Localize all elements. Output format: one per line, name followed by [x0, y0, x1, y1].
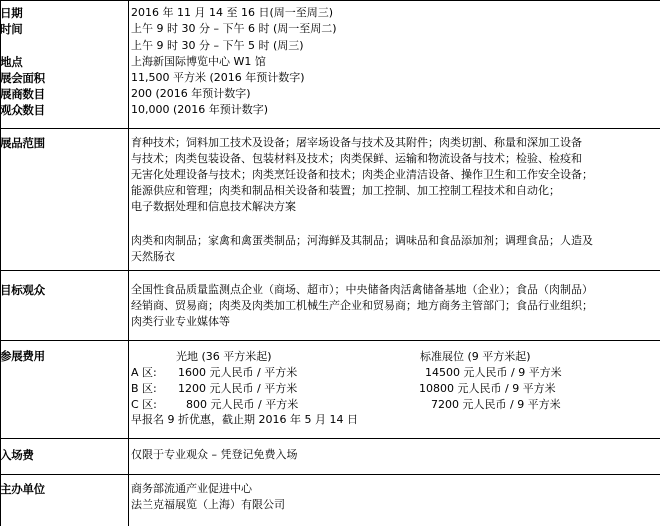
- scope-line: 育种技术；饲料加工技术及设备；屠宰场设备与技术及其附件；肉类切割、称量和深加工设备: [131, 136, 582, 149]
- audience-line: 全国性食品质量监测点企业（商场、超市）；中央储备肉活禽储备基地（企业）；食品（肉制品）: [131, 283, 593, 296]
- value-date: 2016 年 11 月 14 至 16 日(周一至周三): [131, 6, 334, 19]
- fee-raw-space: 800 元人民币 / 平方米: [186, 398, 299, 411]
- label-scope: 展品范围: [0, 136, 45, 150]
- audience-line: 经销商、贸易商；肉类及肉类加工机械生产企业和贸易商；地方商务主管部门；食品行业组织；: [131, 299, 593, 312]
- label-fees: 参展费用: [0, 349, 45, 363]
- fees-raw-space-header: 光地 (36 平方米起): [176, 350, 272, 363]
- label-visitors: 观众数目: [0, 103, 45, 117]
- fee-booth: 7200 元人民币 / 9 平方米: [431, 398, 561, 411]
- value-venue: 上海新国际博览中心 W1 馆: [131, 55, 266, 68]
- scope-line: 天然肠衣: [131, 250, 175, 263]
- label-exhibitors: 展商数目: [0, 87, 45, 101]
- value-exhibitors: 200 (2016 年预计数字): [131, 87, 251, 100]
- label-venue: 地点: [0, 55, 23, 69]
- fee-booth: 14500 元人民币 / 9 平方米: [425, 366, 562, 379]
- scope-line: 电子数据处理和信息技术解决方案: [131, 200, 296, 213]
- label-time: 时间: [0, 22, 23, 36]
- fee-zone: C 区:: [131, 398, 157, 411]
- divider-basic-info: [0, 128, 660, 129]
- audience-line: 肉类行业专业媒体等: [131, 315, 230, 328]
- label-entry: 入场费: [0, 448, 34, 462]
- value-time-1: 上午 9 时 30 分 – 下午 6 时 (周一至周二): [131, 22, 337, 35]
- label-organizer: 主办单位: [0, 482, 45, 496]
- divider-entry: [0, 474, 660, 475]
- divider-scope: [0, 270, 660, 271]
- label-area: 展会面积: [0, 71, 45, 85]
- value-visitors: 10,000 (2016 年预计数字): [131, 103, 269, 116]
- value-entry: 仅限于专业观众 – 凭登记免费入场: [131, 448, 298, 461]
- fees-early-bird-note: 早报名 9 折优惠，截止期 2016 年 5 月 14 日: [131, 413, 358, 426]
- scope-line: 肉类和肉制品；家禽和禽蛋类制品；河海鲜及其制品；调味品和食品添加剂；调理食品；人造及: [131, 234, 593, 247]
- top-border: [0, 0, 660, 1]
- fee-raw-space: 1200 元人民币 / 平方米: [178, 382, 298, 395]
- organizer-line: 法兰克福展览（上海）有限公司: [131, 498, 285, 511]
- scope-line: 无害化处理设备与技术；肉类烹饪设备和技术；肉类企业清洁设备、操作卫生和工作安全设备；: [131, 168, 593, 181]
- label-audience: 目标观众: [0, 283, 45, 297]
- scope-line: 与技术；肉类包装设备、包装材料及技术；肉类保鲜、运输和物流设备与技术；检验、检疫和: [131, 152, 582, 165]
- label-date: 日期: [0, 6, 23, 20]
- fee-zone: B 区:: [131, 382, 157, 395]
- fee-zone: A 区:: [131, 366, 157, 379]
- divider-audience: [0, 340, 660, 341]
- value-area: 11,500 平方米 (2016 年预计数字): [131, 71, 305, 84]
- fee-booth: 10800 元人民币 / 9 平方米: [419, 382, 556, 395]
- fees-booth-header: 标准展位 (9 平方米起): [420, 350, 531, 363]
- fee-raw-space: 1600 元人民币 / 平方米: [178, 366, 298, 379]
- label-column-divider: [128, 0, 129, 526]
- organizer-line: 商务部流通产业促进中心: [131, 482, 252, 495]
- scope-line: 能源供应和管理；肉类和制品相关设备和装置；加工控制、加工控制工程技术和自动化；: [131, 184, 560, 197]
- value-time-2: 上午 9 时 30 分 – 下午 5 时 (周三): [131, 39, 304, 52]
- divider-fees: [0, 438, 660, 439]
